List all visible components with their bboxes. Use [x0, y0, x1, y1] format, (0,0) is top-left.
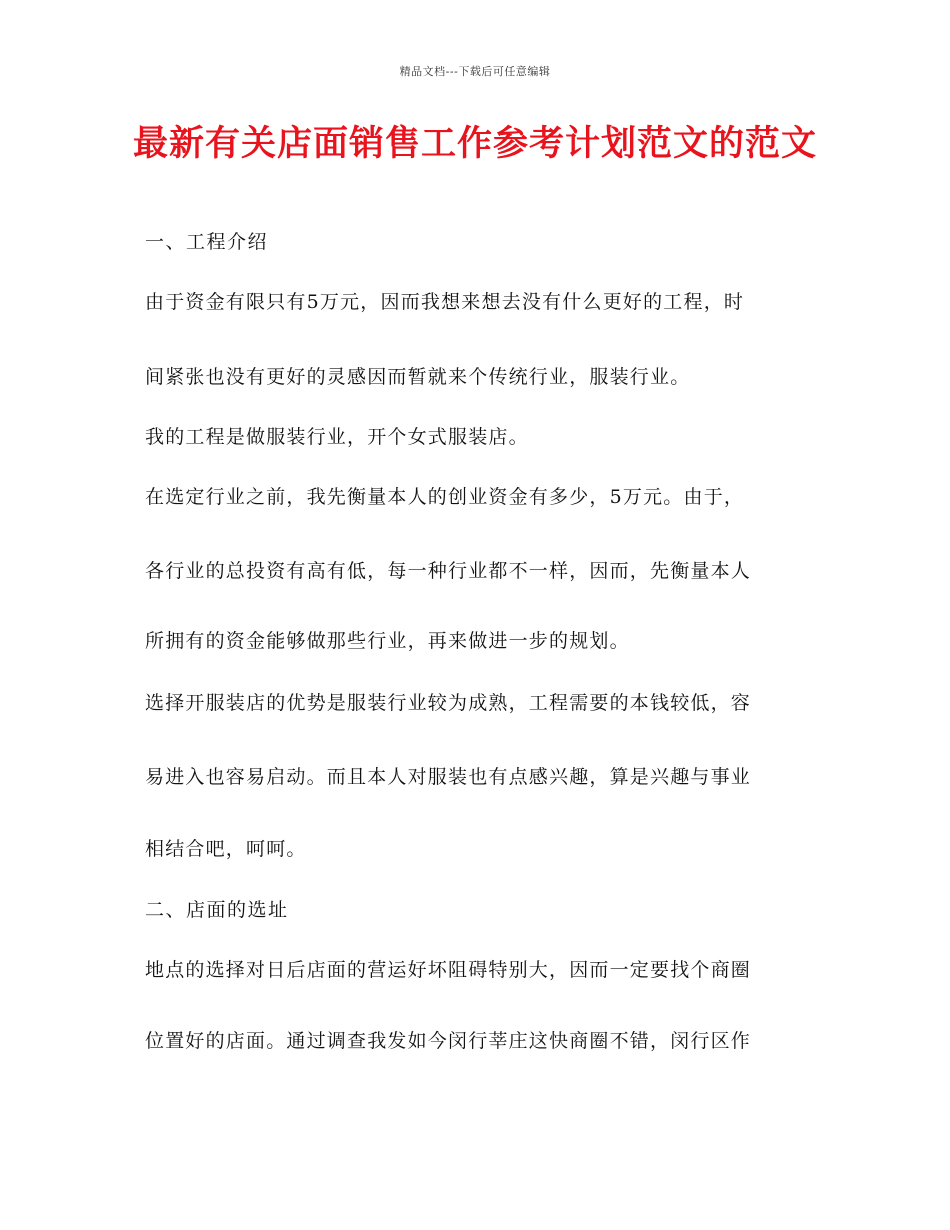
paragraph-line: 各行业的总投资有高有低，每一种行业都不一样，因而，先衡量本人 [145, 560, 752, 582]
paragraph-line: 位置好的店面。通过调查我发如今闵行莘庄这快商圈不错，闵行区作 [145, 1030, 752, 1052]
paragraph-line: 所拥有的资金能够做那些行业，再来做进一步的规划。 [145, 630, 630, 652]
paragraph-line: 选择开服装店的优势是服装行业较为成熟，工程需要的本钱较低，容 [145, 692, 752, 714]
paragraph-line: 间紧张也没有更好的灵感因而暂就来个传统行业，服装行业。 [145, 366, 691, 388]
section-heading-store-location: 二、店面的选址 [145, 899, 289, 921]
header-note: 精品文档---下载后可任意编辑 [399, 65, 551, 78]
paragraph-line: 在选定行业之前，我先衡量本人的创业资金有多少，5万元。由于， [145, 486, 745, 508]
paragraph-line: 我的工程是做服装行业，开个女式服装店。 [145, 426, 529, 448]
paragraph-line: 相结合吧，呵呵。 [145, 838, 307, 860]
paragraph-line: 易进入也容易启动。而且本人对服装也有点感兴趣，算是兴趣与事业 [145, 766, 752, 788]
section-heading-project-intro: 一、工程介绍 [145, 231, 269, 253]
paragraph-line: 地点的选择对日后店面的营运好坏阻碍特别大，因而一定要找个商圈 [145, 959, 752, 981]
paragraph-line: 由于资金有限只有5万元，因而我想来想去没有什么更好的工程，时 [145, 291, 745, 313]
document-title: 最新有关店面销售工作参考计划范文的范文 [132, 124, 817, 164]
